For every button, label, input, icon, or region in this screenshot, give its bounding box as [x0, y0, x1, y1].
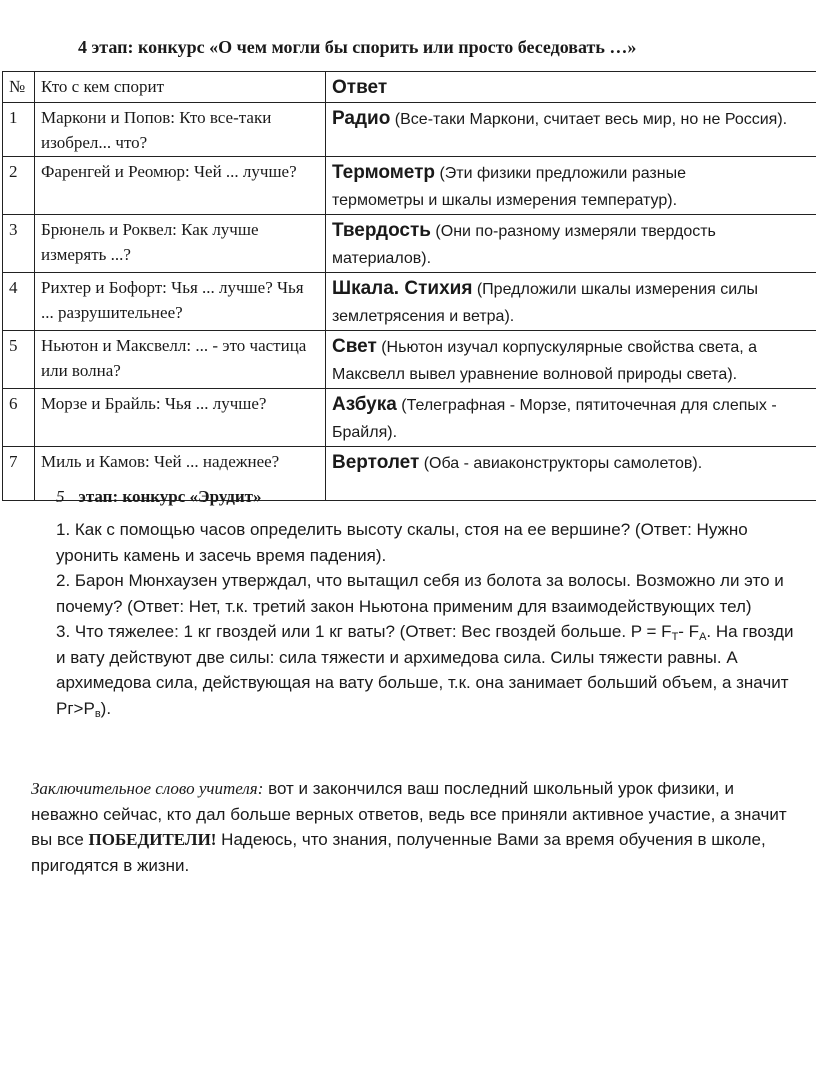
answer-explanation: (Все-таки Маркони, считает весь мир, но не Россия). [390, 111, 788, 128]
row-number: 7 [3, 447, 35, 501]
row-question: Ньютон и Максвелл: ... - это частица или волна? [35, 331, 326, 389]
erudit-questions [56, 517, 796, 721]
answer-explanation: (Эти физики предложили разные термометры и шкалы измерения температур). [332, 165, 686, 209]
row-question: Морзе и Брайль: Чья ... лучше? [35, 389, 326, 447]
q3-text-1: 3. Что тяжелее: 1 кг гвоздей или 1 кг ваты? (Ответ: Вес гвоздей больше. P = F [56, 622, 672, 641]
table-row [3, 389, 816, 447]
row-answer [326, 447, 816, 501]
header-answer-label: Ответ [332, 77, 388, 98]
table-row [3, 103, 816, 157]
stage5-title [56, 487, 262, 507]
stage4-title: 4 этап: конкурс «О чем могли бы спорить или просто беседовать …» [78, 37, 637, 57]
q3-subscript-a: A [699, 631, 707, 643]
answer-term: Свет [332, 336, 377, 357]
closing-winners: ПОБЕДИТЕЛИ! [88, 830, 217, 849]
header-num: № [3, 72, 35, 103]
closing-lead: Заключительное слово учителя: [31, 779, 264, 798]
closing-remarks [31, 776, 791, 878]
row-number: 4 [3, 273, 35, 331]
answer-explanation: (Предложили шкалы измерения силы землетрясения и ветра). [332, 281, 759, 325]
table-row [3, 157, 816, 215]
erudit-question-3 [56, 619, 796, 721]
table-row [3, 215, 816, 273]
q3-text-3: . На гвозди и вату действуют две силы: сила тяжести и архимедова сила. Силы тяжести равны. А архимедова сила, действующая на вату больше, т.к. она занимает больший объем, а значит Рг>Р [56, 622, 794, 718]
row-number: 6 [3, 389, 35, 447]
row-answer [326, 103, 816, 157]
answer-explanation: (Телеграфная - Морзе, пятиточечная для слепых - Брайля). [332, 397, 777, 441]
row-question: Фаренгей и Реомюр: Чей ... лучше? [35, 157, 326, 215]
row-question: Миль и Камов: Чей ... надежнее? [35, 447, 326, 501]
erudit-question-1: 1. Как с помощью часов определить высоту скалы, стоя на ее вершине? (Ответ: Нужно уронить камень и засечь время падения). [56, 520, 748, 565]
header-answer [326, 72, 816, 103]
row-number: 1 [3, 103, 35, 157]
table-row [3, 331, 816, 389]
row-question: Маркони и Попов: Кто все-таки изобрел... что? [35, 103, 326, 157]
table-row [3, 273, 816, 331]
row-answer [326, 215, 816, 273]
answer-explanation: (Оба - авиаконструкторы самолетов). [419, 455, 703, 472]
q3-subscript-v: в [94, 707, 101, 720]
closing-text-1: вот и закончился ваш последний школьный урок физики, и неважно сейчас, кто дал больше верных ответов, ведь все приняли активное участие, а значит вы все [31, 779, 787, 849]
answer-term: Радио [332, 108, 391, 129]
table-header-row [3, 72, 816, 103]
quiz-table [2, 71, 816, 501]
row-question: Рихтер и Бофорт: Чья ... лучше? Чья ... разрушительнее? [35, 273, 326, 331]
row-answer [326, 331, 816, 389]
stage5-title-text: этап: конкурс «Эрудит» [78, 487, 262, 506]
stage5-number: 5 [56, 487, 65, 506]
q3-text-2: - F [678, 622, 700, 641]
row-answer [326, 389, 816, 447]
answer-term: Шкала. Стихия [332, 278, 473, 299]
row-number: 3 [3, 215, 35, 273]
answer-term: Вертолет [332, 452, 420, 473]
answer-term: Азбука [332, 394, 397, 415]
row-number: 2 [3, 157, 35, 215]
q3-text-4: ). [100, 698, 112, 718]
answer-explanation: (Ньютон изучал корпускулярные свойства света, а Максвелл вывел уравнение волновой природы света). [332, 339, 758, 383]
row-question: Брюнель и Роквел: Как лучше измерять ...? [35, 215, 326, 273]
closing-text-2: Надеюсь, что знания, полученные Вами за время обучения в школе, пригодятся в жизни. [31, 830, 766, 875]
answer-term: Термометр [332, 162, 436, 183]
row-answer [326, 157, 816, 215]
header-question: Кто с кем спорит [35, 72, 326, 103]
erudit-question-2: 2. Барон Мюнхаузен утверждал, что вытащил себя из болота за волосы. Возможно ли это и почему? (Ответ: Нет, т.к. третий закон Ньютона применим для взаимодействующих тел) [56, 571, 784, 616]
answer-term: Твердость [332, 220, 431, 241]
row-number: 5 [3, 331, 35, 389]
row-answer [326, 273, 816, 331]
q3-subscript-t: Т [671, 631, 679, 643]
answer-explanation: (Они по-разному измеряли твердость материалов). [332, 223, 716, 267]
